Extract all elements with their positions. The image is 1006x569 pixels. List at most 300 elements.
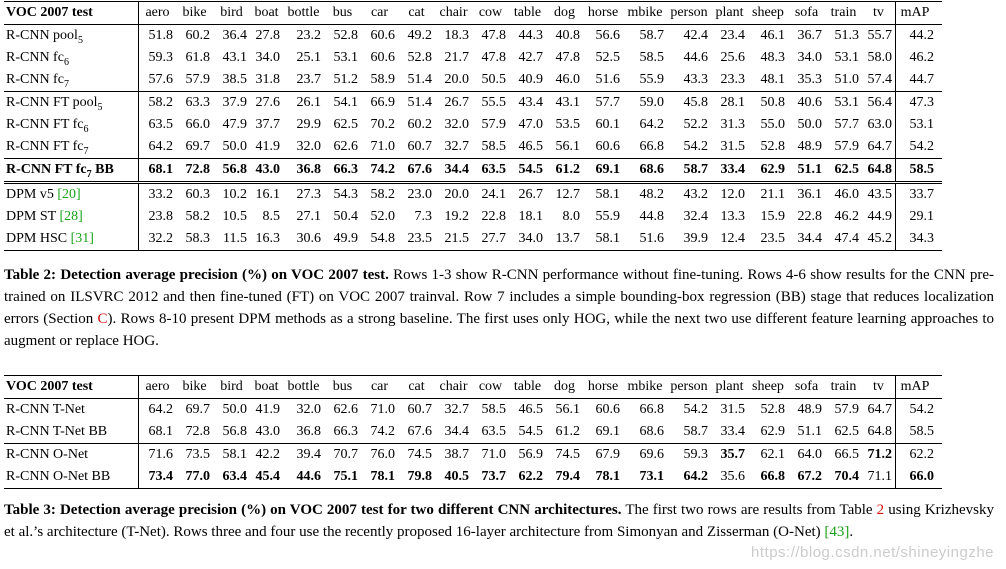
row-label	[4, 47, 139, 69]
ap-cell-mbike: 73.1	[623, 466, 667, 489]
ap-cell-bottle: 32.0	[296, 402, 321, 417]
table-2	[4, 1, 942, 251]
ap-cell-bottle: 23.7	[296, 72, 321, 87]
column-header-bus: bus	[324, 2, 361, 25]
ap-cell-chair: 40.5	[435, 466, 472, 489]
column-header-cat: cat	[398, 376, 435, 399]
ap-cell-sofa: 35.3	[797, 72, 822, 87]
ap-cell-cat: 67.6	[398, 159, 435, 183]
ap-cell-cat: 60.2	[407, 117, 432, 132]
ap-cell-boat: 41.9	[255, 402, 280, 417]
ap-cell-chair: 32.0	[444, 117, 469, 132]
method-name: R-CNN FT fc	[6, 162, 87, 177]
ap-cell-cat: 23.5	[398, 228, 435, 251]
ap-cell-bird: 47.9	[222, 117, 247, 132]
ap-cell-tv: 64.8	[862, 159, 896, 183]
ap-cell-chair: 32.7	[444, 402, 469, 417]
ap-cell-person: 54.2	[683, 139, 708, 154]
ap-cell-horse: 55.9	[595, 209, 620, 224]
ap-cell-boat: 27.6	[250, 92, 283, 115]
ap-cell-car: 54.8	[361, 228, 398, 251]
ap-cell-cow: 58.5	[481, 139, 506, 154]
ap-cell-person: 43.2	[667, 183, 711, 207]
column-header-plant: plant	[711, 2, 748, 25]
ap-cell-bottle: 30.6	[283, 228, 324, 251]
ap-cell-dog: 61.2	[555, 424, 580, 439]
ap-cell-boat: 43.0	[255, 424, 280, 439]
ap-cell-sofa: 40.6	[788, 92, 825, 115]
ap-cell-boat: 37.7	[255, 117, 280, 132]
ap-cell-sheep: 62.9	[760, 424, 785, 439]
method-name: DPM v5	[6, 187, 58, 202]
ap-cell-train: 53.1	[834, 50, 859, 65]
header-label: VOC 2007 test	[4, 376, 139, 399]
map-cell: 33.7	[896, 183, 943, 207]
ap-cell-sheep: 55.0	[760, 117, 785, 132]
ap-cell-dog: 61.2	[546, 159, 583, 183]
ap-cell-dog: 46.0	[555, 72, 580, 87]
column-header-bird: bird	[213, 376, 250, 399]
ap-cell-cow: 73.7	[472, 466, 509, 489]
ap-cell-sheep: 48.3	[760, 50, 785, 65]
ap-cell-table: 40.9	[518, 72, 543, 87]
column-header-dog: dog	[546, 2, 583, 25]
ap-cell-horse: 52.5	[595, 50, 620, 65]
column-header-aero: aero	[139, 376, 177, 399]
ap-cell-table: 34.0	[509, 228, 546, 251]
row-label	[4, 136, 139, 159]
ap-cell-dog: 8.0	[562, 209, 580, 224]
ap-cell-cow: 27.7	[472, 228, 509, 251]
row-label	[4, 92, 139, 115]
ap-cell-sofa: 22.8	[797, 209, 822, 224]
ap-cell-person: 42.4	[683, 28, 708, 43]
ap-cell-mbike: 68.6	[639, 424, 664, 439]
ap-cell-aero: 64.2	[148, 402, 173, 417]
ap-cell-car: 74.2	[370, 424, 395, 439]
table-3-caption	[4, 499, 994, 543]
ap-cell-aero: 73.4	[139, 466, 177, 489]
ap-cell-bike: 69.7	[185, 402, 210, 417]
method-name: R-CNN T-Net BB	[6, 424, 108, 439]
ap-cell-sofa: 36.7	[797, 28, 822, 43]
header-label: VOC 2007 test	[4, 2, 139, 25]
ap-cell-horse: 60.1	[595, 117, 620, 132]
row-label	[4, 69, 139, 92]
table-2-header	[4, 2, 942, 25]
ap-cell-cow: 50.5	[481, 72, 506, 87]
citation-link[interactable]: [20]	[57, 187, 81, 202]
column-header-horse: horse	[583, 376, 623, 399]
ap-cell-bike: 72.8	[185, 424, 210, 439]
map-cell: 62.2	[896, 444, 943, 467]
ap-cell-chair: 18.3	[444, 28, 469, 43]
ap-cell-bus: 70.7	[324, 444, 361, 467]
citation-link[interactable]: [31]	[70, 231, 94, 246]
method-name: DPM ST	[6, 209, 60, 224]
ap-cell-mbike: 58.5	[639, 50, 664, 65]
ap-cell-person: 59.3	[667, 444, 711, 467]
ap-cell-train: 57.7	[834, 117, 859, 132]
ap-cell-bike: 58.2	[185, 209, 210, 224]
ap-cell-dog: 40.8	[555, 28, 580, 43]
ap-cell-dog: 79.4	[546, 466, 583, 489]
ap-cell-cat: 23.0	[398, 183, 435, 207]
ap-cell-car: 78.1	[361, 466, 398, 489]
ap-cell-chair: 19.2	[444, 209, 469, 224]
ap-cell-car: 60.6	[370, 28, 395, 43]
ap-cell-bottle: 36.8	[296, 424, 321, 439]
ap-cell-cat: 79.8	[398, 466, 435, 489]
ap-cell-bottle: 44.6	[283, 466, 324, 489]
column-header-bike: bike	[176, 376, 213, 399]
ap-cell-car: 74.2	[361, 159, 398, 183]
ap-cell-mbike: 58.7	[639, 28, 664, 43]
table-2-caption-text-b: ). Rows 8-10 present DPM methods as a strong baseline. The first uses only HOG, while the next two use different feature learning approaches to augment or replace HOG.	[4, 311, 995, 349]
ap-cell-table: 56.9	[509, 444, 546, 467]
column-header-train: train	[825, 376, 862, 399]
method-name: R-CNN FT fc	[6, 117, 84, 132]
ap-cell-bike: 77.0	[176, 466, 213, 489]
table-row	[4, 466, 942, 489]
ap-cell-tv: 64.8	[867, 424, 892, 439]
ap-cell-cow: 24.1	[472, 183, 509, 207]
ap-cell-table: 46.5	[518, 139, 543, 154]
column-header-chair: chair	[435, 2, 472, 25]
ap-cell-mbike: 66.8	[639, 139, 664, 154]
ap-cell-bus: 49.9	[324, 228, 361, 251]
ap-cell-table: 44.3	[518, 28, 543, 43]
ap-cell-boat: 45.4	[250, 466, 283, 489]
column-header-car: car	[361, 376, 398, 399]
column-header-bottle: bottle	[283, 2, 324, 25]
table-row	[4, 206, 942, 228]
ap-cell-aero: 71.6	[139, 444, 177, 467]
method-name: R-CNN FT fc	[6, 139, 84, 154]
column-header-person: person	[667, 376, 711, 399]
ap-cell-bike: 58.3	[176, 228, 213, 251]
ap-cell-bike: 60.3	[176, 183, 213, 207]
ap-cell-chair: 21.5	[435, 228, 472, 251]
ap-cell-table: 18.1	[518, 209, 543, 224]
ap-cell-bird: 10.2	[213, 183, 250, 207]
ap-cell-sheep: 50.8	[748, 92, 788, 115]
method-layer-subscript: 7	[86, 168, 92, 180]
ap-cell-car: 58.2	[361, 183, 398, 207]
ap-cell-cat: 51.4	[407, 72, 432, 87]
ap-cell-sofa: 51.1	[797, 424, 822, 439]
ap-cell-bottle: 29.9	[296, 117, 321, 132]
ap-cell-dog: 74.5	[546, 444, 583, 467]
ap-cell-horse: 67.9	[583, 444, 623, 467]
column-header-horse: horse	[583, 2, 623, 25]
ap-cell-mbike: 59.0	[623, 92, 667, 115]
ap-cell-horse: 60.6	[595, 402, 620, 417]
method-layer-subscript: 5	[97, 101, 103, 113]
ap-cell-tv: 55.7	[867, 28, 892, 43]
ap-cell-sofa: 48.9	[797, 402, 822, 417]
ap-cell-person: 43.3	[683, 72, 708, 87]
column-header-tv: tv	[862, 376, 896, 399]
ap-cell-aero: 64.2	[148, 139, 173, 154]
ap-cell-mbike: 44.8	[639, 209, 664, 224]
ap-cell-cow: 63.5	[481, 424, 506, 439]
ap-cell-bus: 54.3	[324, 183, 361, 207]
ap-cell-chair: 38.7	[435, 444, 472, 467]
ap-cell-table: 46.5	[518, 402, 543, 417]
ap-cell-bike: 60.2	[185, 28, 210, 43]
ap-cell-sofa: 34.0	[797, 50, 822, 65]
ap-cell-plant: 33.4	[711, 159, 748, 183]
method-layer-subscript: 6	[83, 123, 89, 135]
ap-cell-table: 54.5	[509, 159, 546, 183]
column-header-cow: cow	[472, 2, 509, 25]
table-row	[4, 136, 942, 159]
ap-cell-table: 42.7	[518, 50, 543, 65]
ap-cell-cat: 7.3	[414, 209, 432, 224]
watermark: https://blog.csdn.net/shineyingzhe	[751, 544, 994, 561]
ap-cell-plant: 31.3	[720, 117, 745, 132]
method-suffix: BB	[91, 162, 114, 177]
map-cell: 29.1	[896, 206, 943, 228]
column-header-boat: boat	[250, 376, 283, 399]
ap-cell-chair: 21.7	[444, 50, 469, 65]
ap-cell-bus: 66.3	[324, 159, 361, 183]
ap-cell-bottle: 32.0	[296, 139, 321, 154]
ap-cell-train: 57.9	[834, 139, 859, 154]
method-name: R-CNN fc	[6, 72, 64, 87]
ap-cell-boat: 31.8	[255, 72, 280, 87]
ap-cell-person: 52.2	[683, 117, 708, 132]
ap-cell-bird: 37.9	[213, 92, 250, 115]
ap-cell-person: 58.7	[667, 159, 711, 183]
ap-cell-cow: 22.8	[481, 209, 506, 224]
table-row	[4, 421, 942, 444]
ap-cell-boat: 42.2	[250, 444, 283, 467]
column-header-aero: aero	[139, 2, 177, 25]
ap-cell-bus: 75.1	[324, 466, 361, 489]
ap-cell-boat: 16.3	[250, 228, 283, 251]
ap-cell-train: 53.1	[825, 92, 862, 115]
row-label	[4, 206, 139, 228]
ap-cell-person: 58.7	[683, 424, 708, 439]
row-label	[4, 114, 139, 136]
method-name: R-CNN fc	[6, 50, 64, 65]
ap-cell-dog: 47.8	[555, 50, 580, 65]
ap-cell-bus: 62.6	[333, 139, 358, 154]
ap-cell-person: 54.2	[683, 402, 708, 417]
ap-cell-car: 58.9	[370, 72, 395, 87]
table-reference[interactable]: 2	[876, 502, 885, 518]
ap-cell-cat: 60.7	[407, 402, 432, 417]
ap-cell-sheep: 62.1	[748, 444, 788, 467]
ap-cell-chair: 26.7	[435, 92, 472, 115]
table-row	[4, 399, 942, 422]
ap-cell-aero: 63.5	[148, 117, 173, 132]
citation-link[interactable]: [28]	[59, 209, 83, 224]
ap-cell-table: 47.0	[518, 117, 543, 132]
ap-cell-tv: 64.7	[867, 402, 892, 417]
ap-cell-car: 71.0	[370, 139, 395, 154]
row-label	[4, 421, 139, 444]
map-cell: 34.3	[896, 228, 943, 251]
column-header-bike: bike	[176, 2, 213, 25]
method-layer-subscript: 7	[83, 145, 89, 157]
ap-cell-bottle: 36.8	[283, 159, 324, 183]
section-reference[interactable]: C	[97, 311, 108, 327]
ap-cell-bike: 69.7	[185, 139, 210, 154]
map-cell: 44.2	[896, 25, 943, 48]
ap-cell-boat: 43.0	[250, 159, 283, 183]
ap-cell-mbike: 51.6	[623, 228, 667, 251]
ap-cell-bird: 50.0	[222, 402, 247, 417]
ap-cell-mbike: 55.9	[639, 72, 664, 87]
ap-cell-table: 26.7	[509, 183, 546, 207]
ap-cell-cow: 47.8	[481, 50, 506, 65]
method-layer-subscript: 7	[63, 78, 69, 90]
method-name: R-CNN O-Net BB	[6, 469, 111, 484]
ap-cell-bike: 61.8	[185, 50, 210, 65]
ap-cell-aero: 57.6	[148, 72, 173, 87]
ap-cell-tv: 45.2	[862, 228, 896, 251]
table-3	[4, 375, 942, 489]
ap-cell-bus: 53.1	[333, 50, 358, 65]
map-cell: 44.7	[896, 69, 943, 92]
ap-cell-train: 57.9	[834, 402, 859, 417]
column-header-sofa: sofa	[788, 376, 825, 399]
ap-cell-train: 46.2	[834, 209, 859, 224]
ap-cell-cat: 49.2	[407, 28, 432, 43]
map-cell: 46.2	[896, 47, 943, 69]
ap-cell-car: 71.0	[370, 402, 395, 417]
ap-cell-plant: 33.4	[720, 424, 745, 439]
ap-cell-bottle: 25.1	[296, 50, 321, 65]
ap-cell-bird: 56.8	[222, 424, 247, 439]
column-header-cow: cow	[472, 376, 509, 399]
ap-cell-cow: 47.8	[481, 28, 506, 43]
table-row	[4, 159, 942, 183]
map-cell: 54.2	[896, 136, 943, 159]
ap-cell-bus: 66.3	[333, 424, 358, 439]
ap-cell-boat: 16.1	[250, 183, 283, 207]
ap-cell-sofa: 34.4	[788, 228, 825, 251]
ap-cell-cat: 74.5	[398, 444, 435, 467]
ap-cell-plant: 23.4	[720, 28, 745, 43]
table-row	[4, 92, 942, 115]
column-header-tv: tv	[862, 2, 896, 25]
column-header-mbike: mbike	[623, 376, 667, 399]
ap-cell-horse: 78.1	[583, 466, 623, 489]
ap-cell-aero: 68.1	[148, 424, 173, 439]
ap-cell-plant: 35.6	[711, 466, 748, 489]
ap-cell-bird: 10.5	[222, 209, 247, 224]
citation-link[interactable]: [43]	[824, 524, 850, 540]
table-3-header	[4, 376, 942, 399]
ap-cell-cat: 51.4	[398, 92, 435, 115]
table-3-caption-title: Table 3: Detection average precision (%) on VOC 2007 test for two different CNN architectures.	[4, 502, 622, 518]
ap-cell-cow: 63.5	[472, 159, 509, 183]
column-header-boat: boat	[250, 2, 283, 25]
ap-cell-sheep: 66.8	[748, 466, 788, 489]
ap-cell-tv: 64.7	[867, 139, 892, 154]
ap-cell-tv: 57.4	[867, 72, 892, 87]
ap-cell-bike: 63.3	[176, 92, 213, 115]
ap-cell-cow: 58.5	[481, 402, 506, 417]
ap-cell-train: 51.0	[834, 72, 859, 87]
ap-cell-tv: 71.2	[862, 444, 896, 467]
ap-cell-bird: 56.8	[213, 159, 250, 183]
ap-cell-cow: 71.0	[472, 444, 509, 467]
map-cell: 47.3	[896, 92, 943, 115]
ap-cell-tv: 58.0	[867, 50, 892, 65]
ap-cell-bird: 50.0	[222, 139, 247, 154]
column-header-car: car	[361, 2, 398, 25]
ap-cell-tv: 44.9	[867, 209, 892, 224]
ap-cell-person: 45.8	[667, 92, 711, 115]
ap-cell-tv: 56.4	[862, 92, 896, 115]
ap-cell-horse: 58.1	[583, 183, 623, 207]
ap-cell-bus: 52.8	[333, 28, 358, 43]
row-label	[4, 183, 139, 207]
ap-cell-car: 76.0	[361, 444, 398, 467]
table-row	[4, 183, 942, 207]
ap-cell-train: 47.4	[825, 228, 862, 251]
ap-cell-bottle: 26.1	[283, 92, 324, 115]
column-header-person: person	[667, 2, 711, 25]
column-header-cat: cat	[398, 2, 435, 25]
method-layer-subscript: 6	[63, 56, 69, 68]
ap-cell-cat: 52.8	[407, 50, 432, 65]
ap-cell-train: 62.5	[825, 159, 862, 183]
ap-cell-bus: 50.4	[333, 209, 358, 224]
ap-cell-person: 44.6	[683, 50, 708, 65]
column-header-map: mAP	[896, 376, 943, 399]
ap-cell-aero: 51.8	[148, 28, 173, 43]
ap-cell-dog: 56.1	[555, 139, 580, 154]
ap-cell-car: 52.0	[370, 209, 395, 224]
column-header-sheep: sheep	[748, 2, 788, 25]
table-row	[4, 114, 942, 136]
row-label	[4, 159, 139, 183]
ap-cell-sofa: 36.1	[788, 183, 825, 207]
ap-cell-sheep: 23.5	[748, 228, 788, 251]
ap-cell-table: 43.4	[509, 92, 546, 115]
ap-cell-horse: 51.6	[595, 72, 620, 87]
ap-cell-person: 64.2	[667, 466, 711, 489]
ap-cell-bird: 58.1	[213, 444, 250, 467]
ap-cell-cow: 57.9	[481, 117, 506, 132]
ap-cell-aero: 23.8	[148, 209, 173, 224]
method-name: R-CNN O-Net	[6, 447, 89, 462]
ap-cell-train: 46.0	[825, 183, 862, 207]
ap-cell-dog: 43.1	[546, 92, 583, 115]
ap-cell-train: 62.5	[834, 424, 859, 439]
ap-cell-bus: 54.1	[324, 92, 361, 115]
column-header-train: train	[825, 2, 862, 25]
method-name: R-CNN pool	[6, 28, 78, 43]
ap-cell-aero: 59.3	[148, 50, 173, 65]
column-header-sheep: sheep	[748, 376, 788, 399]
table-2-caption-title: Table 2: Detection average precision (%) on VOC 2007 test.	[4, 267, 389, 283]
method-name: R-CNN T-Net	[6, 402, 85, 417]
method-layer-subscript: 5	[77, 34, 83, 46]
ap-cell-person: 39.9	[667, 228, 711, 251]
table-3-caption-text-b: using Krizhevsky et al.’s architecture (T-Net). Rows three and four use the recently proposed 16-layer architecture from Simonyan and Zisserman (O-Net)	[4, 502, 995, 540]
ap-cell-sheep: 21.1	[748, 183, 788, 207]
ap-cell-mbike: 64.2	[639, 117, 664, 132]
map-cell: 58.5	[896, 159, 943, 183]
ap-cell-horse: 69.1	[583, 159, 623, 183]
